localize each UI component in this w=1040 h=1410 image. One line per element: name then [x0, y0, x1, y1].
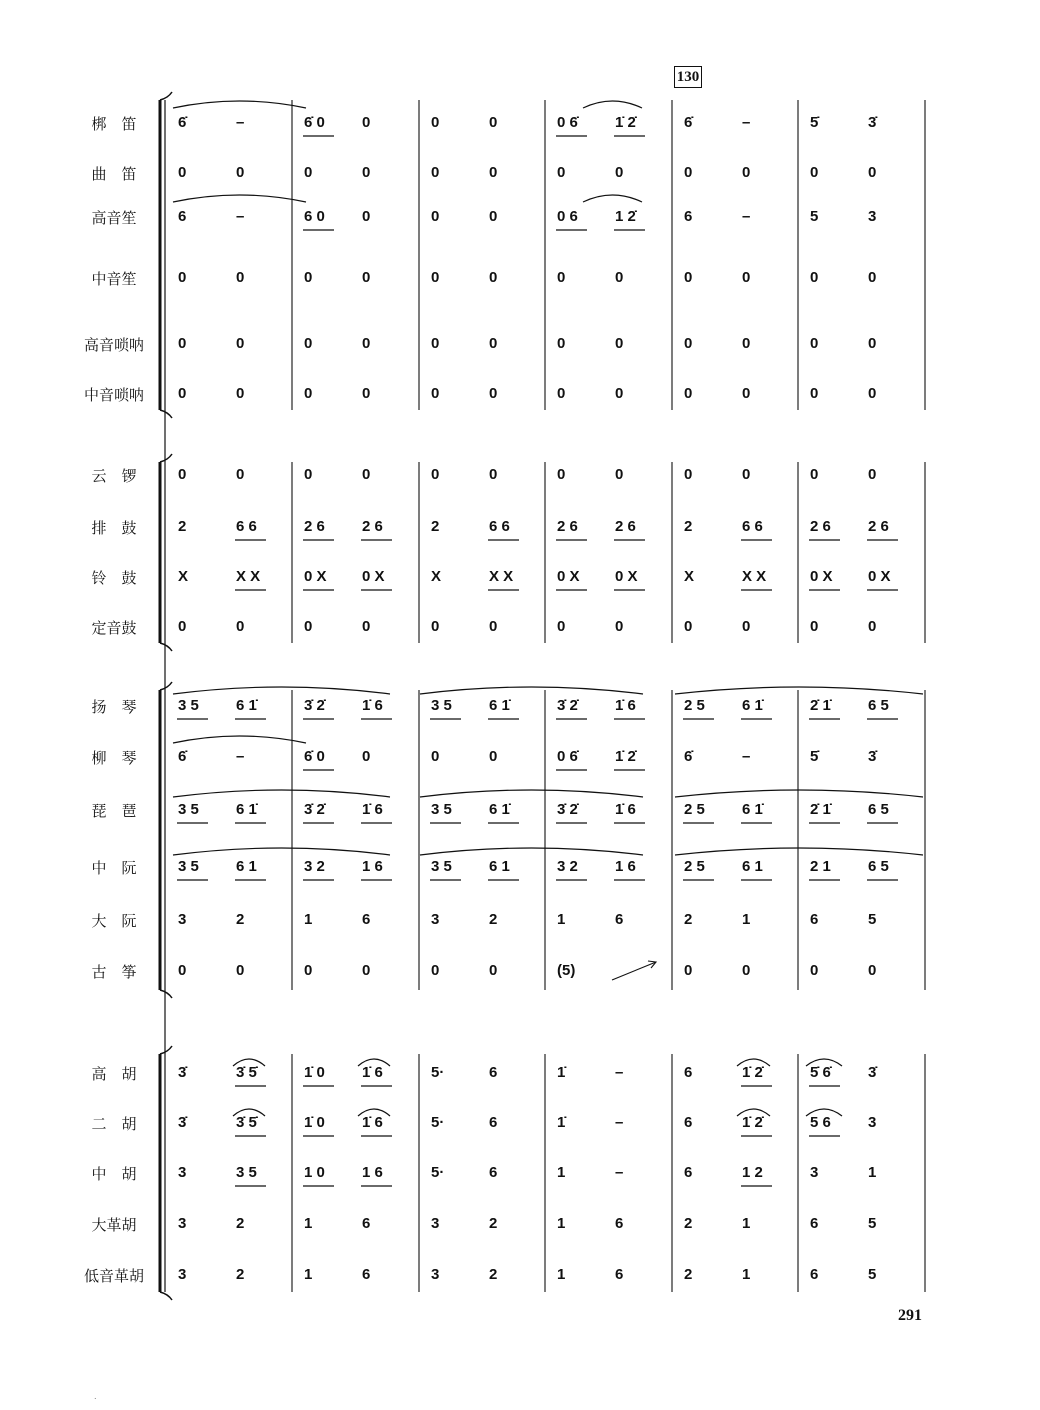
note-cell: 3 [178, 1215, 187, 1232]
note-cell: 2 [684, 1215, 693, 1232]
note-cell: 0 [557, 335, 566, 352]
note-cell: 2 [684, 911, 693, 928]
note-cell: 2 [684, 1266, 693, 1283]
note-cell: 0 [236, 164, 245, 181]
note-cell: 0 [304, 335, 313, 352]
instrument-label: 扬 琴 [91, 698, 137, 716]
note-cell: 0 [304, 962, 313, 979]
instrument-label: 高 胡 [91, 1065, 137, 1083]
note-cell: 3 5 [236, 1164, 257, 1181]
note-cell: 3 5 [178, 858, 199, 875]
note-cell: 5̇ [810, 748, 819, 765]
note-cell: 1 2̇ [615, 208, 636, 225]
note-cell: 2 [236, 1215, 245, 1232]
note-cell: 0 [615, 618, 624, 635]
note-cell: 6 6 [489, 518, 510, 535]
slur [583, 195, 642, 202]
note-cell: 6 5 [868, 697, 889, 714]
note-cell: 1̇ 6 [362, 697, 383, 714]
note-cell: 6 1̇ [742, 697, 763, 714]
note-cell: 0 X [557, 568, 580, 585]
note-cell: 0 [304, 466, 313, 483]
note-cell: 0 [431, 466, 440, 483]
note-cell: 6 [615, 1215, 624, 1232]
bracket-top-hook [160, 92, 172, 100]
note-cell: 0 [362, 269, 371, 286]
instrument-label: 云 锣 [91, 467, 137, 485]
note-cell: 0 [810, 335, 819, 352]
note-cell: 0 [431, 335, 440, 352]
note-cell: 1̇ 6 [362, 1064, 383, 1081]
note-cell: – [615, 1164, 624, 1181]
note-cell: 3 [868, 1114, 877, 1131]
note-cell: 5̇ [810, 114, 819, 131]
note-cell: 1̇ 6 [362, 1114, 383, 1131]
note-cell: 0 [304, 385, 313, 402]
note-cell: – [236, 114, 245, 131]
note-cell: 3 [178, 911, 187, 928]
note-cell: 1̇ 0 [304, 1114, 325, 1131]
note-cell: 6 [362, 1215, 371, 1232]
note-cell: 0 [178, 618, 187, 635]
note-cell: – [742, 748, 751, 765]
note-cell: 0 [489, 748, 498, 765]
note-cell: 0 [810, 269, 819, 286]
note-cell: 0 [362, 385, 371, 402]
note-cell: 0 [178, 335, 187, 352]
note-cell: 3̇ 2̇ [304, 801, 325, 818]
note-cell: 1 6 [362, 858, 383, 875]
note-cell: 0 [615, 164, 624, 181]
slur [420, 790, 643, 797]
note-cell: 6 6 [236, 518, 257, 535]
note-cell: 3̇ [868, 114, 877, 131]
note-cell: 1 [742, 911, 751, 928]
note-cell: 0 [178, 385, 187, 402]
note-cell: 6̇ 0 [304, 748, 325, 765]
note-cell: 2 6 [362, 518, 383, 535]
note-cell: 0 [236, 335, 245, 352]
note-cell: 2 [236, 911, 245, 928]
bracket-bottom-hook [160, 643, 172, 651]
note-cell: 0 [742, 335, 751, 352]
note-cell: 0 [615, 466, 624, 483]
note-cell: 0 [236, 466, 245, 483]
note-cell: 0 [489, 335, 498, 352]
note-cell: 6 [362, 911, 371, 928]
note-cell: 6̇ [684, 114, 693, 131]
note-cell: 0 [684, 335, 693, 352]
note-cell: 6 1̇ [489, 697, 510, 714]
gliss-arrow [612, 962, 656, 980]
note-cell: (5) [557, 962, 576, 979]
instrument-label: 中音笙 [91, 270, 137, 288]
note-cell: 3 [431, 1215, 440, 1232]
note-cell: 6̇ [178, 748, 187, 765]
note-cell: 5· [431, 1114, 445, 1131]
note-cell: 2̇ 1̇ [810, 801, 831, 818]
note-cell: – [236, 748, 245, 765]
note-cell: 0 [868, 466, 877, 483]
note-cell: 0 [615, 335, 624, 352]
note-cell: 6 1̇ [236, 801, 257, 818]
note-cell: 1 [557, 1215, 566, 1232]
note-cell: 6 [615, 911, 624, 928]
note-cell: 0 [431, 385, 440, 402]
note-cell: 3 [868, 208, 877, 225]
instrument-label: 二 胡 [91, 1115, 137, 1133]
note-cell: 1̇ 6 [615, 697, 636, 714]
note-cell: 1̇ 6 [362, 801, 383, 818]
note-cell: 1 [557, 1266, 566, 1283]
note-cell: 0 [431, 208, 440, 225]
note-cell: 2 [489, 1215, 498, 1232]
note-cell: 3 5 [178, 801, 199, 818]
note-cell: 3 5 [431, 697, 452, 714]
note-cell: 1 [304, 1266, 313, 1283]
note-cell: 0 [868, 385, 877, 402]
note-cell: 0 [236, 385, 245, 402]
note-cell: 0 [684, 164, 693, 181]
note-cell: 0 [868, 164, 877, 181]
note-cell: 0 [178, 466, 187, 483]
note-cell: 2 5 [684, 858, 705, 875]
note-cell: 3 2 [304, 858, 325, 875]
slur [675, 790, 923, 797]
note-cell: 0 [489, 962, 498, 979]
note-cell: 2 5 [684, 801, 705, 818]
note-cell: 2 [178, 518, 187, 535]
note-cell: 6 [489, 1114, 498, 1131]
note-cell: 3 [178, 1164, 187, 1181]
note-cell: 1 [742, 1215, 751, 1232]
note-cell: 0 X [810, 568, 833, 585]
note-cell: 0 [362, 466, 371, 483]
note-cell: 0 [868, 962, 877, 979]
note-cell: 6 [489, 1164, 498, 1181]
note-cell: 6 6 [742, 518, 763, 535]
note-cell: 0 6̇ [557, 748, 578, 765]
note-cell: 3 [178, 1266, 187, 1283]
note-cell: 6 5 [868, 801, 889, 818]
note-cell: 0 [557, 385, 566, 402]
note-cell: 3 [431, 911, 440, 928]
instrument-label: 中 阮 [91, 859, 137, 877]
note-cell: 3̇ 2̇ [557, 801, 578, 818]
note-cell: 6 [362, 1266, 371, 1283]
note-cell: 0 [362, 618, 371, 635]
note-cell: 3̇ [868, 1064, 877, 1081]
note-cell: – [236, 208, 245, 225]
note-cell: 5 [868, 1215, 877, 1232]
note-cell: 6 [810, 1266, 819, 1283]
note-cell: X X [236, 568, 261, 585]
instrument-label: 定音鼓 [91, 619, 137, 637]
slur [420, 687, 643, 694]
note-cell: 0 [684, 962, 693, 979]
note-cell: 1 [557, 911, 566, 928]
instrument-label: 古 筝 [91, 963, 137, 981]
note-cell: – [615, 1064, 624, 1081]
note-cell: X X [742, 568, 767, 585]
instrument-label: 梆 笛 [91, 115, 137, 133]
instrument-label: 琵 琶 [91, 802, 137, 820]
slur [675, 848, 923, 855]
instrument-label: 大革胡 [91, 1216, 137, 1234]
note-cell: 1̇ 0 [304, 1064, 325, 1081]
note-cell: 2 1 [810, 858, 831, 875]
note-cell: 6 [810, 911, 819, 928]
note-cell: 6 1 [236, 858, 257, 875]
rehearsal-mark: 130 [674, 66, 702, 88]
note-cell: 0 [178, 269, 187, 286]
note-cell: 3 5 [431, 858, 452, 875]
note-cell: 6 0 [304, 208, 325, 225]
note-cell: 1̇ [557, 1114, 566, 1131]
note-cell: 0 [868, 618, 877, 635]
note-cell: 0 [810, 164, 819, 181]
note-cell: 1 [557, 1164, 566, 1181]
note-cell: 5 [810, 208, 819, 225]
note-cell: 3 2 [557, 858, 578, 875]
note-cell: 0 [362, 962, 371, 979]
instrument-label: 大 阮 [91, 912, 137, 930]
page-number: 291 [898, 1307, 922, 1324]
note-cell: 0 [431, 164, 440, 181]
note-cell: 1̇ 2̇ [742, 1114, 763, 1131]
note-cell: 0 [362, 114, 371, 131]
instrument-label: 高音唢呐 [83, 336, 144, 354]
note-cell: 3̇ 2̇ [304, 697, 325, 714]
note-cell: 6 5 [868, 858, 889, 875]
note-cell: 0 [362, 164, 371, 181]
note-cell: 0 [615, 385, 624, 402]
note-cell: 1̇ 2̇ [615, 114, 636, 131]
instrument-label: 低音革胡 [83, 1267, 144, 1285]
note-cell: 3̇ 5̇ [236, 1114, 257, 1131]
note-cell: 3̇ 5̇ [236, 1064, 257, 1081]
note-cell: 0 [557, 269, 566, 286]
note-cell: 0 [684, 269, 693, 286]
note-cell: 0 [742, 618, 751, 635]
note-cell: 1 6 [362, 1164, 383, 1181]
note-cell: 3 [431, 1266, 440, 1283]
instrument-label: 高音笙 [91, 209, 137, 227]
note-cell: 2 6 [615, 518, 636, 535]
note-cell: 2 6 [304, 518, 325, 535]
note-cell: 1 [304, 1215, 313, 1232]
note-cell: 2 [236, 1266, 245, 1283]
note-cell: 0 [431, 269, 440, 286]
note-cell: 0 [304, 269, 313, 286]
note-cell: 0 [236, 269, 245, 286]
note-cell: – [742, 114, 751, 131]
slur [173, 687, 390, 694]
note-cell: 0 [684, 466, 693, 483]
note-cell: 3 5 [178, 697, 199, 714]
note-cell: 0 [489, 208, 498, 225]
note-cell: 1̇ [557, 1064, 566, 1081]
note-cell: 2 6 [557, 518, 578, 535]
note-cell: 6 1 [489, 858, 510, 875]
instrument-label: 排 鼓 [91, 519, 137, 537]
note-cell: – [742, 208, 751, 225]
note-cell: 0 [362, 335, 371, 352]
note-cell: 6̇ 0 [304, 114, 325, 131]
bracket-bottom-hook [160, 990, 172, 998]
note-cell: 6 [178, 208, 187, 225]
slur [173, 195, 306, 202]
note-cell: 0 [810, 385, 819, 402]
note-cell: 2 [431, 518, 440, 535]
note-cell: 0 [304, 618, 313, 635]
note-cell: 2 [489, 1266, 498, 1283]
instrument-label: 曲 笛 [91, 165, 137, 183]
note-cell: 6 [684, 1164, 693, 1181]
note-cell: 0 [557, 466, 566, 483]
note-cell: 0 [615, 269, 624, 286]
bracket-bottom-hook [160, 410, 172, 418]
speck-mark: . [94, 1392, 97, 1401]
note-cell: 0 [236, 962, 245, 979]
note-cell: 0 [810, 962, 819, 979]
instrument-label: 铃 鼓 [91, 569, 137, 587]
note-cell: 0 [684, 618, 693, 635]
instrument-label: 柳 琴 [91, 749, 137, 767]
note-cell: 3 5 [431, 801, 452, 818]
note-cell: 5· [431, 1164, 445, 1181]
note-cell: 0 [489, 164, 498, 181]
note-cell: 6 [489, 1064, 498, 1081]
note-cell: 5· [431, 1064, 445, 1081]
note-cell: X X [489, 568, 514, 585]
note-cell: 1 2 [742, 1164, 763, 1181]
note-cell: 6̇ [178, 114, 187, 131]
slur [420, 848, 643, 855]
note-cell: 0 [304, 164, 313, 181]
note-cell: 6 [684, 1114, 693, 1131]
instrument-label: 中 胡 [91, 1165, 137, 1183]
note-cell: 0 [742, 269, 751, 286]
note-cell: 6 1̇ [489, 801, 510, 818]
slur [173, 736, 306, 743]
slur [173, 101, 306, 108]
note-cell: 0 6̇ [557, 114, 578, 131]
note-cell: X [684, 568, 695, 585]
note-cell: 2 [684, 518, 693, 535]
note-cell: 0 [431, 962, 440, 979]
note-cell: 0 [362, 748, 371, 765]
note-cell: 6 [615, 1266, 624, 1283]
note-cell: 0 X [615, 568, 638, 585]
note-cell: 2 5 [684, 697, 705, 714]
note-cell: 1 0 [304, 1164, 325, 1181]
note-cell: 6 1 [742, 858, 763, 875]
note-cell: 2 6 [868, 518, 889, 535]
note-cell: 6 1̇ [236, 697, 257, 714]
slur [583, 101, 642, 108]
note-cell: 0 [489, 269, 498, 286]
note-cell: 0 [684, 385, 693, 402]
note-cell: – [615, 1114, 624, 1131]
note-cell: 6̇ [684, 748, 693, 765]
note-cell: 5̇ 6̇ [810, 1064, 831, 1081]
note-cell: 5 [868, 911, 877, 928]
bracket-top-hook [160, 682, 172, 690]
note-cell: 1̇ 2̇ [742, 1064, 763, 1081]
note-cell: X [431, 568, 442, 585]
note-cell: X [178, 568, 189, 585]
note-cell: 0 [742, 466, 751, 483]
note-cell: 0 X [304, 568, 327, 585]
note-cell: 2 [489, 911, 498, 928]
note-cell: 3̇ 2̇ [557, 697, 578, 714]
note-cell: 0 [868, 335, 877, 352]
bracket-top-hook [160, 1046, 172, 1054]
note-cell: 1 [742, 1266, 751, 1283]
slur [173, 848, 390, 855]
note-cell: 0 [557, 164, 566, 181]
note-cell: 0 [489, 114, 498, 131]
note-cell: 1̇ 6 [615, 801, 636, 818]
slur [173, 790, 390, 797]
note-cell: 0 [742, 962, 751, 979]
note-cell: 6 [684, 1064, 693, 1081]
bracket-bottom-hook [160, 1292, 172, 1300]
note-cell: 0 [868, 269, 877, 286]
instrument-label: 中音唢呐 [83, 386, 144, 404]
note-cell: 1̇ 2̇ [615, 748, 636, 765]
note-cell: 0 X [362, 568, 385, 585]
bracket-top-hook [160, 454, 172, 462]
note-cell: 0 [236, 618, 245, 635]
note-cell: 3 [810, 1164, 819, 1181]
note-cell: 0 [489, 466, 498, 483]
note-cell: 1 [868, 1164, 877, 1181]
slur [675, 687, 923, 694]
note-cell: 6 [684, 208, 693, 225]
note-cell: 0 [431, 748, 440, 765]
note-cell: 1 6 [615, 858, 636, 875]
note-cell: 0 [557, 618, 566, 635]
note-cell: 0 [742, 164, 751, 181]
note-cell: 5 6 [810, 1114, 831, 1131]
note-cell: 5 [868, 1266, 877, 1283]
note-cell: 0 [431, 114, 440, 131]
note-cell: 0 [489, 618, 498, 635]
note-cell: 0 6 [557, 208, 578, 225]
note-cell: 0 [178, 164, 187, 181]
note-cell: 0 [362, 208, 371, 225]
note-cell: 0 [810, 618, 819, 635]
note-cell: 2 6 [810, 518, 831, 535]
note-cell: 0 [810, 466, 819, 483]
note-cell: 0 [489, 385, 498, 402]
note-cell: 0 [178, 962, 187, 979]
note-cell: 6 1̇ [742, 801, 763, 818]
note-cell: 2̇ 1̇ [810, 697, 831, 714]
note-cell: 0 X [868, 568, 891, 585]
note-cell: 3̇ [178, 1064, 187, 1081]
note-cell: 3̇ [868, 748, 877, 765]
note-cell: 3̇ [178, 1114, 187, 1131]
note-cell: 1 [304, 911, 313, 928]
note-cell: 6 [810, 1215, 819, 1232]
note-cell: 0 [742, 385, 751, 402]
note-cell: 0 [431, 618, 440, 635]
